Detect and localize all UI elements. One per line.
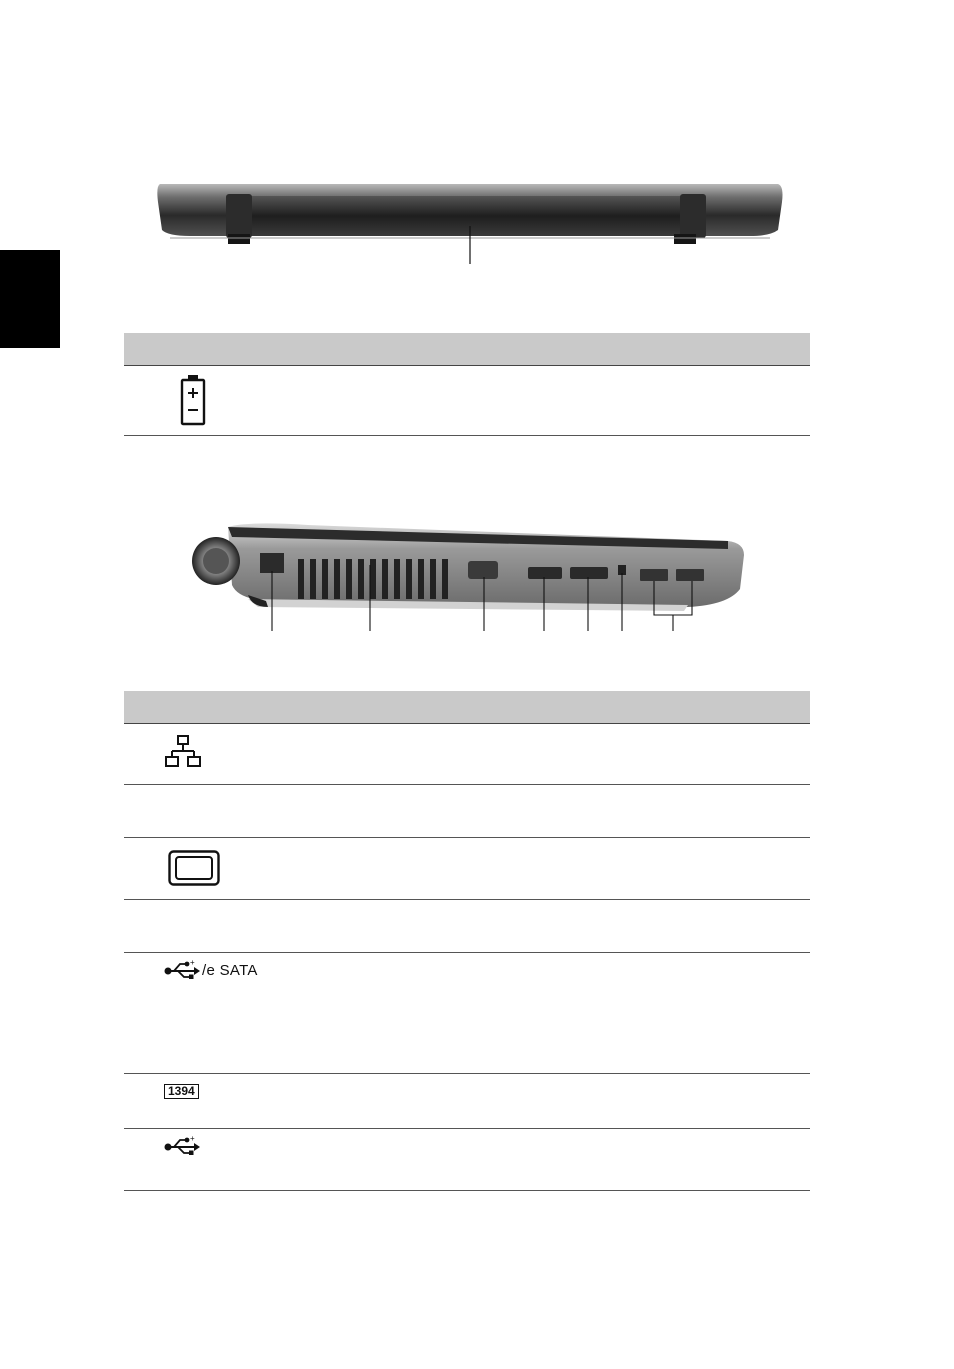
table-header [124,333,810,366]
rear-view-figure [150,178,790,266]
rear-components-table [124,333,810,436]
ieee1394-icon: 1394 [164,1084,199,1099]
table-row [124,724,810,785]
left-components-table [124,691,810,1191]
table-row [124,953,810,1074]
table-row [124,1129,810,1191]
left-view-figure [188,515,768,633]
network-icon [164,735,202,774]
table-row [124,366,810,436]
svg-text:+: + [190,959,195,967]
usb-esata-icon [164,959,200,986]
display-icon [168,850,220,891]
svg-text:+: + [190,1135,195,1143]
battery-icon [180,374,206,431]
table-row [124,785,810,838]
table-header [124,691,810,724]
usb-esata-icon-label: /e SATA [202,962,258,979]
table-row [124,838,810,900]
table-row [124,1074,810,1129]
section-tab-marker [0,250,60,348]
usb-icon [164,1135,200,1162]
table-row [124,900,810,953]
